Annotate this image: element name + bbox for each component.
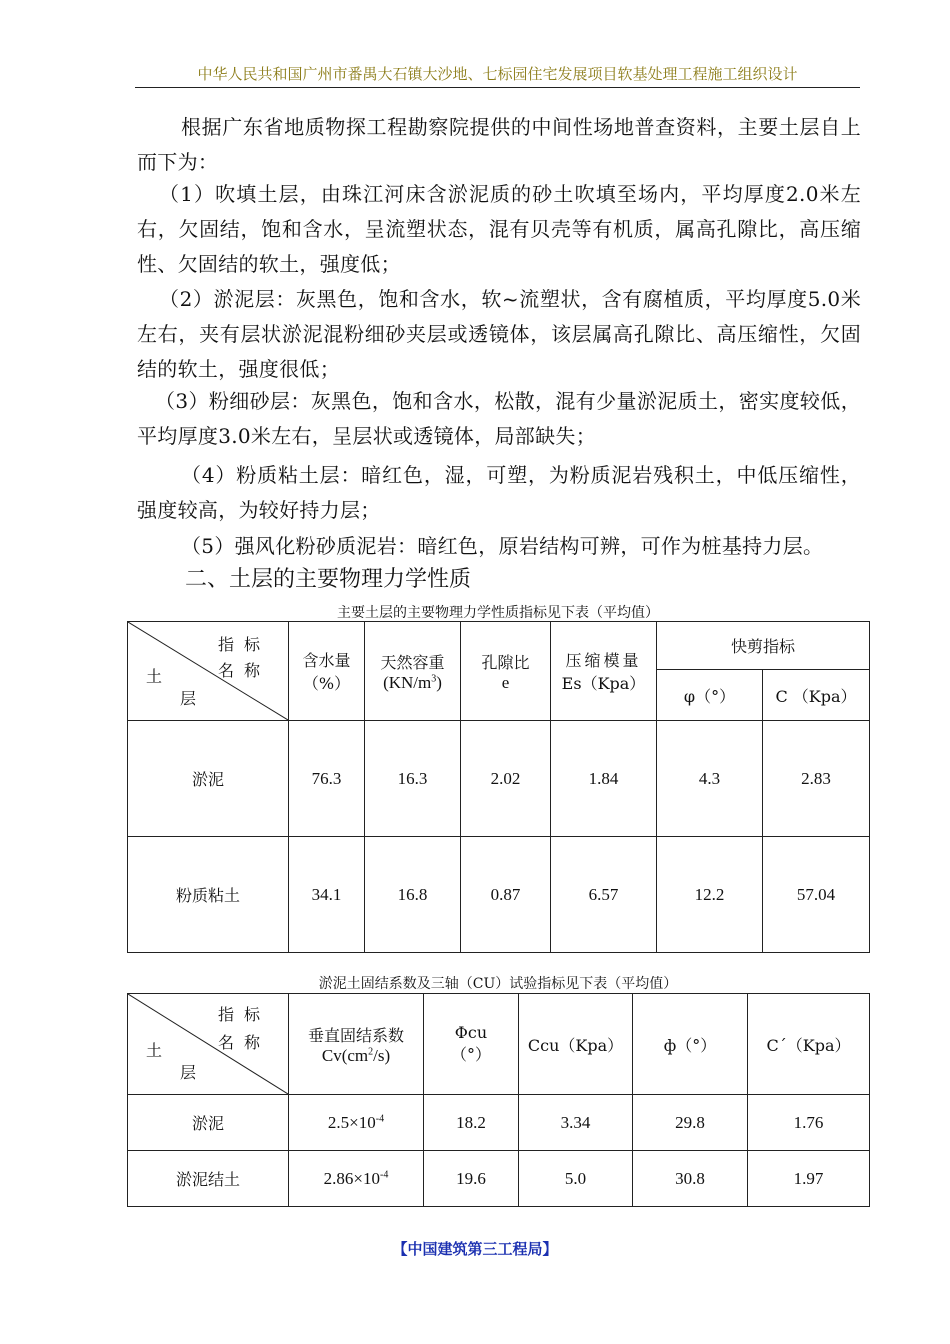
- cell-density: 16.3: [365, 721, 461, 837]
- cell-c: 2.83: [763, 721, 870, 837]
- header-consolidation-coefficient: 垂直固结系数 $Cv(cm^2/s)$: [289, 994, 424, 1095]
- header-phi-effective: ф（°）: [633, 994, 748, 1095]
- header-water-content: 含水量（%）: [289, 622, 365, 721]
- cell-water: 76.3: [289, 721, 365, 837]
- cell-modulus: 1.84: [551, 721, 657, 837]
- cell-phi: 12.2: [657, 837, 763, 953]
- intro-paragraph: 根据广东省地质物探工程勘察院提供的中间性场地普查资料，主要土层自上而下为：: [137, 115, 861, 174]
- table1-corner-header: 指标 名称 土 层: [128, 622, 289, 721]
- layer-4-paragraph: （4）粉质粘土层：暗红色，湿，可塑，为粉质泥岩残积土，中低压缩性，强度较高，为较好持力层；: [137, 463, 861, 522]
- row-soil-name: 淤泥: [128, 721, 289, 837]
- cell-c-cu: 3.34: [519, 1095, 633, 1151]
- soil-properties-table: [127, 621, 870, 953]
- cell-phi-cu: 19.6: [424, 1151, 519, 1207]
- row-soil-name: 淤泥结土: [128, 1151, 289, 1207]
- document-footer: 【中国建筑第三工程局】: [392, 1240, 558, 1258]
- section-title: 二、土层的主要物理力学性质: [185, 567, 472, 592]
- cell-modulus: 6.57: [551, 837, 657, 953]
- cell-water: 34.1: [289, 837, 365, 953]
- cell-cv: $2.86\times 10^{-4}$: [289, 1151, 424, 1207]
- layer-2-paragraph: （2）淤泥层：灰黑色，饱和含水，软~流塑状，含有腐植质，平均厚度5.0米左右，夹有层状淤泥混粉细砂夹层或透镜体，该层属高孔隙比、高压缩性，欠固结的软土，强度很低；: [137, 287, 861, 381]
- cell-c-cu: 5.0: [519, 1151, 633, 1207]
- table1-caption: 主要土层的主要物理力学性质指标见下表（平均值）: [337, 605, 659, 621]
- layer-1-paragraph: （1）吹填土层，由珠江河床含淤泥质的砂土吹填至场内，平均厚度2.0米左右，欠固结，饱和含水，呈流塑状态，混有贝壳等有机质，属高孔隙比，高压缩性、欠固结的软土，强度低；: [137, 182, 861, 276]
- header-c-cu: Ccu（Kpa）: [519, 994, 633, 1095]
- table-row: [128, 721, 870, 837]
- table-row: [128, 1151, 870, 1207]
- cell-density: 16.8: [365, 837, 461, 953]
- header-compression-modulus: 压缩模量 Es（Kpa）: [551, 622, 657, 721]
- cell-phi-eff: 30.8: [633, 1151, 748, 1207]
- row-soil-name: 淤泥: [128, 1095, 289, 1151]
- header-unit-weight: 天然容重 $(KN/m^3)$: [365, 622, 461, 721]
- cell-c-eff: 1.97: [748, 1151, 870, 1207]
- header-phi: φ（°）: [657, 670, 763, 721]
- cell-void: 0.87: [461, 837, 551, 953]
- table-row: [128, 1095, 870, 1151]
- table-row: [128, 837, 870, 953]
- cell-void: 2.02: [461, 721, 551, 837]
- header-direct-shear: 快剪指标: [657, 622, 870, 670]
- header-void-ratio: 孔隙比 e: [461, 622, 551, 721]
- cell-phi-eff: 29.8: [633, 1095, 748, 1151]
- cell-phi-cu: 18.2: [424, 1095, 519, 1151]
- row-soil-name: 粉质粘土: [128, 837, 289, 953]
- header-phi-cu: Φcu （°）: [424, 994, 519, 1095]
- layer-3-paragraph: （3）粉细砂层：灰黑色，饱和含水，松散，混有少量淤泥质土，密实度较低，平均厚度3.0米左右，呈层状或透镜体，局部缺失；: [137, 389, 861, 448]
- table2-corner-header: 指标 名称 土 层: [128, 994, 289, 1095]
- header-cohesion: C （Kpa）: [763, 670, 870, 721]
- cell-c-eff: 1.76: [748, 1095, 870, 1151]
- cell-phi: 4.3: [657, 721, 763, 837]
- consolidation-triaxial-table: [127, 993, 870, 1207]
- document-header: 中华人民共和国广州市番禺大石镇大沙地、七标园住宅发展项目软基处理工程施工组织设计: [135, 64, 860, 88]
- cell-cv: $2.5\times 10^{-4}$: [289, 1095, 424, 1151]
- layer-5-paragraph: （5）强风化粉砂质泥岩：暗红色，原岩结构可辨，可作为桩基持力层。: [181, 534, 824, 558]
- header-c-effective: C΄（Kpa）: [748, 994, 870, 1095]
- cell-c: 57.04: [763, 837, 870, 953]
- table2-caption: 淤泥土固结系数及三轴（CU）试验指标见下表（平均值）: [318, 976, 678, 992]
